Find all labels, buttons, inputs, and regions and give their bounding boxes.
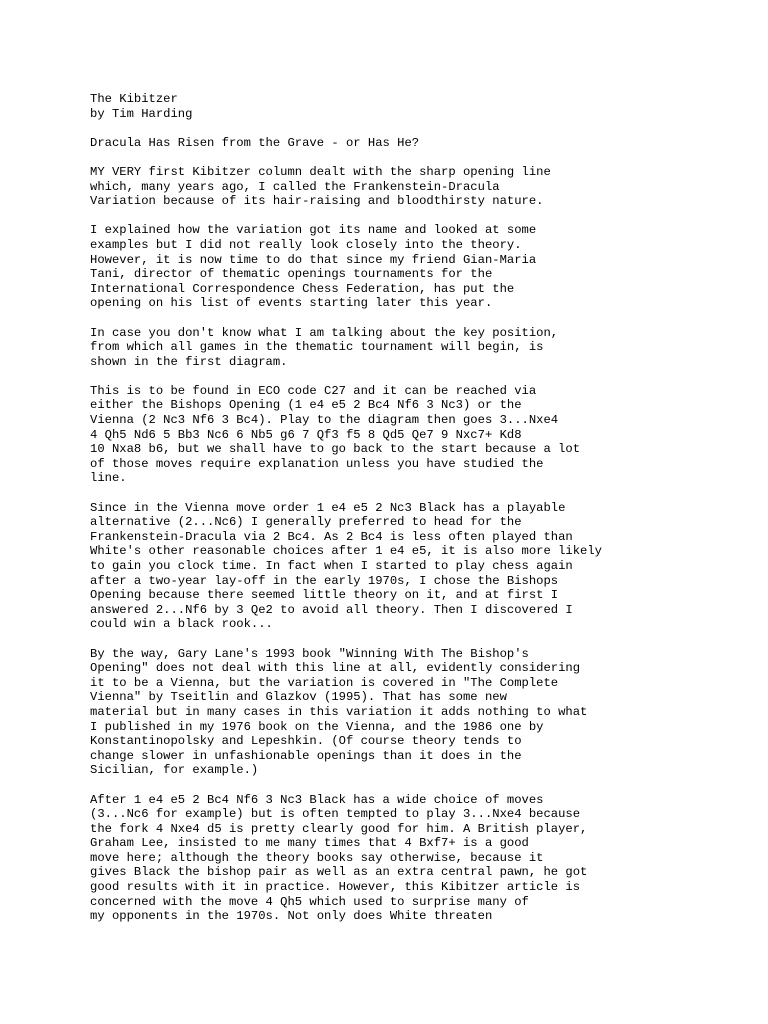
text-line: it to be a Vienna, but the variation is covered in "The Complete: [90, 675, 559, 690]
paragraph-spacer: [90, 209, 730, 224]
text-line: shown in the first diagram.: [90, 354, 288, 369]
text-line: my opponents in the 1970s. Not only does White threaten: [90, 909, 493, 924]
paragraph-spacer: [90, 486, 730, 501]
text-line: which, many years ago, I called the Frankenstein-Dracula: [90, 179, 500, 194]
text-line: Tani, director of thematic openings tournaments for the: [90, 267, 493, 282]
column-name: The Kibitzer: [90, 92, 178, 106]
text-line: MY VERY first Kibitzer column dealt with the sharp opening line: [90, 164, 551, 179]
text-line: line.: [90, 471, 127, 486]
text-line: 10 Nxa8 b6, but we shall have to go back to the start because a lot: [90, 442, 581, 457]
paragraph: [90, 326, 730, 370]
text-line: By the way, Gary Lane's 1993 book "Winning With The Bishop's: [90, 646, 529, 661]
text-line: good results with it in practice. However, this Kibitzer article is: [90, 880, 581, 895]
text-line: Vienna" by Tseitlin and Glazkov (1995). That has some new: [90, 690, 507, 705]
text-line: Konstantinopolsky and Lepeshkin. (Of course theory tends to: [90, 734, 522, 749]
paragraph: [90, 223, 730, 311]
text-line: the fork 4 Nxe4 d5 is pretty clearly good for him. A British player,: [90, 821, 588, 836]
text-line: material but in many cases in this variation it adds nothing to what: [90, 704, 588, 719]
text-line: Sicilian, for example.): [90, 763, 259, 778]
text-line: could win a black rook...: [90, 617, 273, 632]
spacer: [90, 121, 730, 136]
text-line: Vienna (2 Nc3 Nf6 3 Bc4). Play to the diagram then goes 3...Nxe4: [90, 413, 559, 428]
paragraph: [90, 501, 730, 632]
text-line: concerned with the move 4 Qh5 which used to surprise many of: [90, 894, 529, 909]
text-line: After 1 e4 e5 2 Bc4 Nf6 3 Nc3 Black has a wide choice of moves: [90, 792, 544, 807]
paragraph: [90, 647, 730, 778]
paragraph-spacer: [90, 369, 730, 384]
text-line: I published in my 1976 book on the Vienna, and the 1986 one by: [90, 719, 544, 734]
text-line: Frankenstein-Dracula via 2 Bc4. As 2 Bc4 is less often played than: [90, 529, 573, 544]
text-line: Opening" does not deal with this line at all, evidently considering: [90, 661, 581, 676]
text-line: answered 2...Nf6 by 3 Qe2 to avoid all theory. Then I discovered I: [90, 602, 573, 617]
byline: by Tim Harding: [90, 106, 193, 121]
paragraph-spacer: [90, 778, 730, 793]
text-line: 4 Qh5 Nd6 5 Bb3 Nc6 6 Nb5 g6 7 Qf3 f5 8 Qd5 Qe7 9 Nxc7+ Kd8: [90, 427, 522, 442]
paragraph-spacer: [90, 632, 730, 647]
text-line: I explained how the variation got its name and looked at some: [90, 223, 537, 238]
text-line: from which all games in the thematic tournament will begin, is: [90, 340, 544, 355]
text-line: examples but I did not really look closely into the theory.: [90, 237, 522, 252]
article-title: Dracula Has Risen from the Grave - or Has He?: [90, 135, 420, 150]
text-line: White's other reasonable choices after 1 e4 e5, it is also more likely: [90, 544, 602, 559]
text-line: move here; although the theory books say otherwise, because it: [90, 850, 544, 865]
text-line: However, it is now time to do that since my friend Gian-Maria: [90, 252, 537, 267]
text-line: after a two-year lay-off in the early 1970s, I chose the Bishops: [90, 573, 559, 588]
text-line: Graham Lee, insisted to me many times that 4 Bxf7+ is a good: [90, 836, 529, 851]
paragraph: [90, 165, 730, 209]
text-line: gives Black the bishop pair as well as an extra central pawn, he got: [90, 865, 588, 880]
text-line: alternative (2...Nc6) I generally preferred to head for the: [90, 515, 522, 530]
text-line: opening on his list of events starting later this year.: [90, 296, 493, 311]
text-line: Since in the Vienna move order 1 e4 e5 2 Nc3 Black has a playable: [90, 500, 566, 515]
text-line: Variation because of its hair-raising and bloodthirsty nature.: [90, 194, 544, 209]
text-line: of those moves require explanation unless you have studied the: [90, 456, 544, 471]
text-line: International Correspondence Chess Federation, has put the: [90, 281, 515, 296]
text-line: to gain you clock time. In fact when I started to play chess again: [90, 559, 573, 573]
text-line: This is to be found in ECO code C27 and it can be reached via: [90, 383, 537, 398]
paragraph: [90, 793, 730, 924]
text-line: In case you don't know what I am talking about the key position,: [90, 325, 559, 340]
text-line: change slower in unfashionable openings than it does in the: [90, 748, 522, 763]
text-line: either the Bishops Opening (1 e4 e5 2 Bc4 Nf6 3 Nc3) or the: [90, 398, 522, 413]
paragraph-spacer: [90, 150, 730, 165]
paragraph: [90, 384, 730, 486]
document-body: [90, 92, 730, 924]
paragraph-spacer: [90, 311, 730, 326]
text-line: (3...Nc6 for example) but is often tempted to play 3...Nxe4 because: [90, 807, 581, 822]
article-text: [90, 150, 730, 923]
text-line: Opening because there seemed little theory on it, and at first I: [90, 588, 559, 603]
